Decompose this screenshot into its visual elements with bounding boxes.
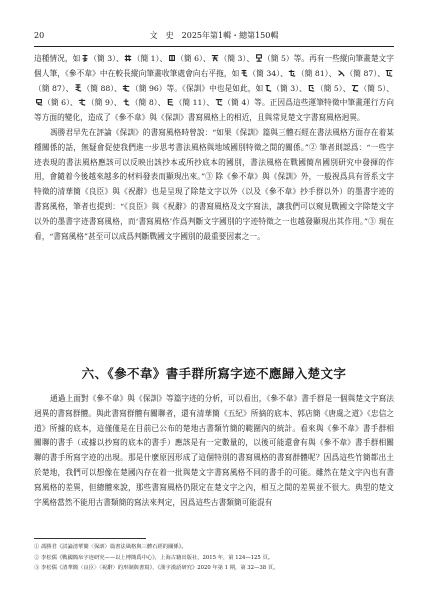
text-run: （簡 34）、	[248, 68, 288, 78]
text-run: 楚文字個人筆，《參不韋》中在較長縱向筆畫收筆處會向右平拖，如	[34, 54, 394, 78]
text-run: （簡 6）、	[43, 98, 78, 108]
chu-character-glyph	[351, 84, 359, 92]
page-header	[34, 30, 394, 42]
chu-character-glyph	[168, 54, 176, 62]
chu-character-glyph	[35, 98, 43, 106]
main-text-upper	[34, 52, 394, 244]
header-rule	[34, 46, 394, 47]
paragraph-glyph-examples	[34, 52, 394, 126]
text-run: （簡 4）等。正因爲這些	[223, 98, 309, 108]
text-run: （簡 81）、	[296, 68, 337, 78]
chu-character-glyph	[264, 84, 272, 92]
footnotes	[34, 542, 394, 574]
text-run: （簡 6）、	[176, 54, 211, 63]
text-run: （簡 1）、	[132, 54, 168, 63]
chu-character-glyph	[81, 54, 89, 62]
text-run: （簡 9）、	[86, 98, 122, 108]
text-run: （簡 8）、	[130, 98, 166, 108]
text-run: （簡 5）等。再有一些縱向筆畫	[263, 54, 371, 63]
chu-character-glyph	[122, 84, 130, 92]
text-run: （簡 3）、	[89, 54, 124, 63]
chu-character-glyph	[124, 54, 132, 62]
text-run: 且與常見楚文字書寫風格迥異。	[256, 113, 365, 123]
chu-character-glyph	[385, 69, 393, 77]
chu-character-glyph	[337, 69, 345, 77]
text-run: （簡 3）、	[272, 83, 307, 93]
chu-character-glyph	[215, 98, 223, 106]
chu-character-glyph	[211, 54, 219, 62]
running-head: 文 史 2025年第1輯・總第150輯	[149, 31, 279, 40]
main-text-lower	[34, 392, 394, 510]
text-run: （簡 5）、	[315, 83, 351, 93]
footnote: ③ 李松儒《清華簡〈良臣〉〈祝辭〉的形制與書寫》，《漢字漢語研究》2020 年第 1 期，第 32—38 頁。	[34, 565, 279, 571]
text-run: 這種情况，如	[34, 54, 81, 63]
chu-character-glyph	[74, 84, 82, 92]
text-run: （簡 5）、	[359, 83, 394, 93]
chu-character-glyph	[288, 69, 296, 77]
text-run: （簡 11）、	[174, 98, 215, 108]
paragraph-section-six: 通過上面對《參不韋》與《保訓》等篇字迹的分析，可以看出，《參不韋》書手群是一個與楚文字寫法迥異的書寫群體。與此書寫群體有關聯者，還有清華簡《五紀》所摘的底本、郭店簡《唐虞之道》《忠信之道》所據的底本，這僅僅是在目前已公布的楚地古書類竹簡的範圍內的統計。看來與《參不韋》書手群相關聯的書手（或據以抄寫的底本的書手）應該是有一定數量的，以後可能還會有與《參不韋》書手群相關聯的書手所寫字迹的出現。那是什麼原因形成了這個特別的書寫風格的書寫群體呢？因爲這些竹簡都出土於楚地，我們可以想像在楚國內存在着一批與楚文字書寫風格不同的書手的可能。雖然在楚文字內也有書寫風格的差異，但總體來說，那些書寫風格仍限定在楚文字之內，相互之間的差異並不很大。典型的楚文字風格當然不能用古書類簡的寫法來判定，因爲這些古書類簡可能混有	[34, 394, 394, 507]
chu-character-glyph	[122, 98, 130, 106]
text-run: 運筆特徵中筆畫運行方向等方面的變化，造成了《參不韋》與《保訓》書寫風格上的相近，	[34, 98, 394, 123]
page-number: 20	[34, 31, 45, 40]
chu-character-glyph	[255, 54, 263, 62]
text-run: （簡 88）、	[82, 83, 122, 93]
footnote-rule	[34, 538, 146, 539]
chu-character-glyph	[166, 98, 174, 106]
text-run: （簡 87）、	[34, 83, 74, 93]
text-run: （簡 96）等。《保訓》中也是如此，如	[130, 83, 264, 93]
text-run: （簡 3）、	[219, 54, 255, 63]
chu-character-glyph	[240, 69, 248, 77]
chu-character-glyph	[78, 98, 86, 106]
footnote: ① 馮勝君《試論清華簡〈保訓〉篇書法風格與三體石經的關係》。	[34, 544, 187, 550]
text-run: （簡 87）、	[345, 68, 385, 78]
chu-character-glyph	[307, 84, 315, 92]
section-heading: 六、《參不韋》書手群所寫字迹不應歸入楚文字	[81, 366, 347, 381]
paragraph-feng-shengjun: 馮勝君早先在評論《保訓》的書寫風格時曾說：“如果《保訓》篇與三體石經在書法風格方面存在着某種關係的話，無疑會促使我們進一步思考書法風格與地域國別特徵之間的關係。”② 筆者則認爲：“一些字迹表現的書法風格應該可以反映出該抄本或所抄底本的國別，書法風格在戰國簡帛國別研究中發揮的作用，會隨着今後越來越多的材料發表而顯現出來。”③ 除《參不韋》與《保訓》外，一般視爲具有晉系文字特徵的清華簡《良臣》與《祝辭》也是呈現了除楚文字以外（以及《參不韋》抄手群以外）的墨書字迹的書寫風格，筆者也提到：“《良臣》與《祝辭》的書寫風格及文字寫法，讓我們可以窺見戰國文字除楚文字以外的墨書字迹書寫風格，而‘書寫風格’作爲判斷文字國別的字迹特徵之一也越發顯現出其作用。”③ 現在看，“書寫風格”甚至可以成爲判斷戰國文字國別的最重要因素之一。	[34, 127, 394, 241]
footnote: ② 李松儒《戰國簡帛字迹研究——以上博簡爲中心》，上海古籍出版社，2015 年，第 124—125 頁。	[34, 554, 274, 561]
